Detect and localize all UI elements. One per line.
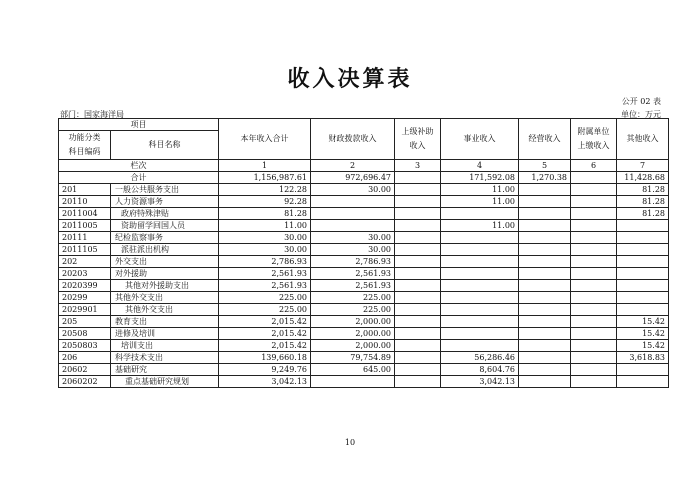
value-cell: 225.00 xyxy=(219,304,311,316)
value-cell xyxy=(395,376,441,388)
func-code-cell: 202 xyxy=(59,256,111,268)
value-cell: 2,786.93 xyxy=(219,256,311,268)
value-cell xyxy=(519,244,571,256)
value-cell: 56,286.46 xyxy=(441,352,519,364)
value-cell xyxy=(571,304,617,316)
value-cell xyxy=(617,244,669,256)
func-code-cell: 201 xyxy=(59,184,111,196)
value-cell xyxy=(395,196,441,208)
func-code-cell: 20508 xyxy=(59,328,111,340)
func-code-cell: 2011105 xyxy=(59,244,111,256)
value-cell xyxy=(519,292,571,304)
value-cell xyxy=(571,328,617,340)
total-cell: 11,428.68 xyxy=(617,172,669,184)
table-row xyxy=(59,280,669,292)
total-cell xyxy=(571,172,617,184)
header-func-code: 功能分类 科目编码 xyxy=(59,131,111,160)
value-cell xyxy=(571,268,617,280)
value-cell: 11.00 xyxy=(441,220,519,232)
value-cell: 30.00 xyxy=(311,184,395,196)
value-cell xyxy=(441,316,519,328)
value-cell: 30.00 xyxy=(219,232,311,244)
income-table xyxy=(58,118,669,388)
subject-name-cell: 派驻派出机构 xyxy=(111,244,219,256)
department-label: 部门：国家海洋局 xyxy=(60,110,124,119)
func-code-cell: 2011004 xyxy=(59,208,111,220)
value-cell xyxy=(441,232,519,244)
total-cell xyxy=(395,172,441,184)
value-cell xyxy=(395,268,441,280)
value-cell xyxy=(441,268,519,280)
subject-name-cell: 其他对外援助支出 xyxy=(111,280,219,292)
subject-name-cell: 资助留学回国人员 xyxy=(111,220,219,232)
value-cell xyxy=(519,352,571,364)
subject-name-cell: 基础研究 xyxy=(111,364,219,376)
table-row xyxy=(59,328,669,340)
value-cell xyxy=(441,304,519,316)
value-cell xyxy=(519,328,571,340)
value-cell xyxy=(395,184,441,196)
value-cell: 81.28 xyxy=(219,208,311,220)
value-cell xyxy=(395,328,441,340)
value-cell: 2,561.93 xyxy=(219,280,311,292)
value-cell xyxy=(617,268,669,280)
value-cell: 2,015.42 xyxy=(219,328,311,340)
func-code-cell: 20110 xyxy=(59,196,111,208)
table-row xyxy=(59,184,669,196)
table-row xyxy=(59,244,669,256)
header-col-3: 上级补助 收入 xyxy=(395,119,441,160)
total-cell: 972,696.47 xyxy=(311,172,395,184)
value-cell xyxy=(571,256,617,268)
value-cell xyxy=(395,304,441,316)
subject-name-cell: 教育支出 xyxy=(111,316,219,328)
table-row xyxy=(59,364,669,376)
value-cell xyxy=(311,196,395,208)
value-cell xyxy=(617,304,669,316)
value-cell: 8,604.76 xyxy=(441,364,519,376)
func-code-cell: 2060202 xyxy=(59,376,111,388)
value-cell xyxy=(571,352,617,364)
header-col-7: 其他收入 xyxy=(617,119,669,160)
form-number: 公开 02 表 xyxy=(621,97,661,106)
value-cell xyxy=(395,232,441,244)
value-cell: 30.00 xyxy=(311,244,395,256)
value-cell xyxy=(571,364,617,376)
value-cell xyxy=(617,232,669,244)
value-cell: 2,000.00 xyxy=(311,316,395,328)
value-cell xyxy=(519,256,571,268)
value-cell xyxy=(441,340,519,352)
subject-name-cell: 一般公共服务支出 xyxy=(111,184,219,196)
col-number-1: 1 xyxy=(219,160,311,172)
table-row xyxy=(59,220,669,232)
func-code-cell: 2011005 xyxy=(59,220,111,232)
value-cell xyxy=(571,340,617,352)
value-cell xyxy=(519,280,571,292)
value-cell xyxy=(395,280,441,292)
value-cell xyxy=(519,268,571,280)
value-cell xyxy=(519,304,571,316)
total-cell: 1,156,987.61 xyxy=(219,172,311,184)
table-row xyxy=(59,376,669,388)
subject-name-cell: 政府特殊津贴 xyxy=(111,208,219,220)
subject-name-cell: 重点基础研究规划 xyxy=(111,376,219,388)
table-row xyxy=(59,256,669,268)
value-cell xyxy=(395,364,441,376)
value-cell xyxy=(519,376,571,388)
header-col-1: 本年收入合计 xyxy=(219,119,311,160)
value-cell xyxy=(441,280,519,292)
value-cell: 645.00 xyxy=(311,364,395,376)
value-cell xyxy=(311,220,395,232)
func-code-cell: 20602 xyxy=(59,364,111,376)
total-label: 合计 xyxy=(59,172,219,184)
value-cell xyxy=(571,376,617,388)
value-cell xyxy=(519,220,571,232)
value-cell: 2,015.42 xyxy=(219,340,311,352)
value-cell: 9,249.76 xyxy=(219,364,311,376)
value-cell: 11.00 xyxy=(441,196,519,208)
value-cell: 225.00 xyxy=(311,292,395,304)
col-number-3: 3 xyxy=(395,160,441,172)
func-code-cell: 20299 xyxy=(59,292,111,304)
value-cell xyxy=(441,292,519,304)
table-row xyxy=(59,208,669,220)
value-cell xyxy=(441,208,519,220)
value-cell xyxy=(617,376,669,388)
total-cell: 1,270.38 xyxy=(519,172,571,184)
header-col-5: 经营收入 xyxy=(519,119,571,160)
subject-name-cell: 外交支出 xyxy=(111,256,219,268)
value-cell: 2,561.93 xyxy=(219,268,311,280)
value-cell: 2,015.42 xyxy=(219,316,311,328)
value-cell xyxy=(519,316,571,328)
value-cell xyxy=(519,340,571,352)
value-cell xyxy=(571,184,617,196)
subject-name-cell: 其他外交支出 xyxy=(111,304,219,316)
value-cell: 2,561.93 xyxy=(311,280,395,292)
total-cell: 171,592.08 xyxy=(441,172,519,184)
header-col-6: 附属单位 上缴收入 xyxy=(571,119,617,160)
value-cell: 81.28 xyxy=(617,196,669,208)
header-col-2: 财政拨款收入 xyxy=(311,119,395,160)
value-cell: 3,042.13 xyxy=(441,376,519,388)
func-code-cell: 205 xyxy=(59,316,111,328)
page-number: 10 xyxy=(344,438,356,447)
value-cell xyxy=(571,280,617,292)
table-row xyxy=(59,196,669,208)
value-cell: 225.00 xyxy=(219,292,311,304)
value-cell xyxy=(395,244,441,256)
value-cell xyxy=(571,232,617,244)
header-col-label: 栏次 xyxy=(59,160,219,172)
col-number-2: 2 xyxy=(311,160,395,172)
subject-name-cell: 科学技术支出 xyxy=(111,352,219,364)
value-cell xyxy=(519,364,571,376)
table-row xyxy=(59,232,669,244)
value-cell xyxy=(395,316,441,328)
value-cell: 11.00 xyxy=(441,184,519,196)
value-cell xyxy=(395,352,441,364)
value-cell xyxy=(571,208,617,220)
func-code-cell: 2020399 xyxy=(59,280,111,292)
header-subject-name: 科目名称 xyxy=(111,131,219,160)
value-cell: 2,561.93 xyxy=(311,268,395,280)
value-cell xyxy=(395,208,441,220)
table-row xyxy=(59,304,669,316)
value-cell xyxy=(311,376,395,388)
table-row xyxy=(59,352,669,364)
page-title: 收入决算表 xyxy=(287,67,413,92)
unit-label: 单位：万元 xyxy=(621,110,661,119)
header-col-4: 事业收入 xyxy=(441,119,519,160)
value-cell xyxy=(395,220,441,232)
value-cell: 15.42 xyxy=(617,328,669,340)
value-cell xyxy=(395,340,441,352)
value-cell xyxy=(571,196,617,208)
func-code-cell: 20111 xyxy=(59,232,111,244)
value-cell xyxy=(571,244,617,256)
value-cell: 2,786.93 xyxy=(311,256,395,268)
value-cell xyxy=(617,280,669,292)
table-row xyxy=(59,340,669,352)
func-code-cell: 206 xyxy=(59,352,111,364)
value-cell xyxy=(395,256,441,268)
subject-name-cell: 进修及培训 xyxy=(111,328,219,340)
value-cell xyxy=(617,220,669,232)
value-cell xyxy=(617,364,669,376)
subject-name-cell: 纪检监察事务 xyxy=(111,232,219,244)
value-cell: 11.00 xyxy=(219,220,311,232)
value-cell xyxy=(311,208,395,220)
value-cell: 81.28 xyxy=(617,184,669,196)
subject-name-cell: 其他外交支出 xyxy=(111,292,219,304)
col-number-5: 5 xyxy=(519,160,571,172)
table-row xyxy=(59,316,669,328)
subject-name-cell: 对外援助 xyxy=(111,268,219,280)
value-cell xyxy=(519,196,571,208)
value-cell xyxy=(571,316,617,328)
value-cell: 139,660.18 xyxy=(219,352,311,364)
func-code-cell: 20203 xyxy=(59,268,111,280)
value-cell xyxy=(441,256,519,268)
value-cell: 2,000.00 xyxy=(311,328,395,340)
value-cell: 225.00 xyxy=(311,304,395,316)
value-cell xyxy=(571,292,617,304)
value-cell xyxy=(519,184,571,196)
value-cell xyxy=(395,292,441,304)
value-cell xyxy=(441,244,519,256)
func-code-cell: 2029901 xyxy=(59,304,111,316)
subject-name-cell: 人力资源事务 xyxy=(111,196,219,208)
value-cell: 79,754.89 xyxy=(311,352,395,364)
table-row xyxy=(59,268,669,280)
value-cell: 15.42 xyxy=(617,316,669,328)
value-cell: 81.28 xyxy=(617,208,669,220)
value-cell: 30.00 xyxy=(311,232,395,244)
value-cell: 30.00 xyxy=(219,244,311,256)
value-cell xyxy=(441,328,519,340)
header-project: 项目 xyxy=(59,119,219,131)
table-row xyxy=(59,292,669,304)
value-cell: 3,618.83 xyxy=(617,352,669,364)
value-cell: 15.42 xyxy=(617,340,669,352)
value-cell xyxy=(519,208,571,220)
value-cell xyxy=(617,256,669,268)
func-code-cell: 2050803 xyxy=(59,340,111,352)
value-cell: 92.28 xyxy=(219,196,311,208)
col-number-7: 7 xyxy=(617,160,669,172)
value-cell: 122.28 xyxy=(219,184,311,196)
value-cell xyxy=(571,220,617,232)
value-cell: 3,042.13 xyxy=(219,376,311,388)
subject-name-cell: 培训支出 xyxy=(111,340,219,352)
col-number-4: 4 xyxy=(441,160,519,172)
value-cell xyxy=(519,232,571,244)
col-number-6: 6 xyxy=(571,160,617,172)
value-cell: 2,000.00 xyxy=(311,340,395,352)
value-cell xyxy=(617,292,669,304)
